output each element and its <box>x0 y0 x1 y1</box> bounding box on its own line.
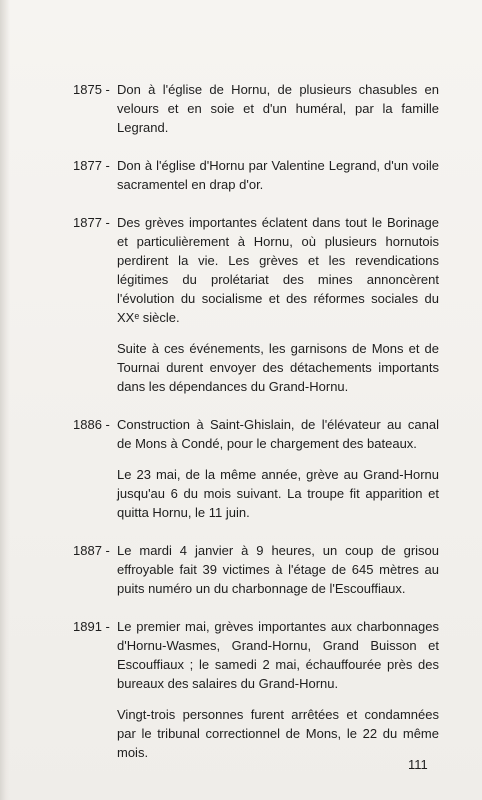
entry-text <box>117 156 439 194</box>
entry-paragraph: Vingt-trois personnes furent arrêtées et condamnées par le tribunal correctionnel de Mons, le 22 du même mois. <box>117 707 439 760</box>
entry-text <box>117 541 439 598</box>
entry-paragraph: Le mardi 4 janvier à 9 heures, un coup de grisou effroyable fait 39 victimes à l'étage de 645 mètres au puits numéro un du charbonnage de l'Escouffiaux. <box>117 543 439 596</box>
chronology-entry-1875 <box>73 80 439 137</box>
entry-year: 1886 - <box>73 417 110 432</box>
entry-paragraph: Suite à ces événements, les garnisons de Mons et de Tournai durent envoyer des détachements importants dans les dépendances du Grand-Hornu. <box>117 341 439 394</box>
entry-year: 1875 - <box>73 82 110 97</box>
entry-year: 1891 - <box>73 619 110 634</box>
entry-year: 1877 - <box>73 158 110 173</box>
entry-year: 1877 - <box>73 215 110 230</box>
page-gutter-shadow <box>0 0 10 800</box>
chronology-entry-1891 <box>73 617 439 762</box>
entry-year: 1887 - <box>73 543 110 558</box>
entry-paragraph: Construction à Saint-Ghislain, de l'élévateur au canal de Mons à Condé, pour le chargement des bateaux. <box>117 417 439 451</box>
chronology-list <box>73 80 439 762</box>
chronology-entry-1877b <box>73 213 439 396</box>
entry-text <box>117 213 439 396</box>
page-number: 111 <box>408 757 428 772</box>
entry-paragraph: Don à l'église d'Hornu par Valentine Legrand, d'un voile sacramentel en drap d'or. <box>117 158 439 192</box>
entry-paragraph: Le premier mai, grèves importantes aux charbonnages d'Hornu-Wasmes, Grand-Hornu, Grand Buisson et Escouffiaux ; le samedi 2 mai, échauffourée près des bureaux des salaires du Grand-Hornu. <box>117 619 439 691</box>
chronology-entry-1877a <box>73 156 439 194</box>
entry-text <box>117 80 439 137</box>
chronology-entry-1886 <box>73 415 439 522</box>
entry-paragraph: Le 23 mai, de la même année, grève au Grand-Hornu jusqu'au 6 du mois suivant. La troupe fit apparition et quitta Hornu, le 11 juin. <box>117 467 439 520</box>
entry-paragraph: Des grèves importantes éclatent dans tout le Borinage et particulièrement à Hornu, où plusieurs hornutois perdirent la vie. Les grèves et les revendications légitimes du prolétariat des mines annoncèrent l'évolution du socialisme et des réformes sociales du XXᵉ siècle. <box>117 215 439 325</box>
entry-text <box>117 617 439 762</box>
chronology-entry-1887 <box>73 541 439 598</box>
entry-paragraph: Don à l'église de Hornu, de plusieurs chasubles en velours et en soie et d'un huméral, par la famille Legrand. <box>117 82 439 135</box>
entry-text <box>117 415 439 522</box>
